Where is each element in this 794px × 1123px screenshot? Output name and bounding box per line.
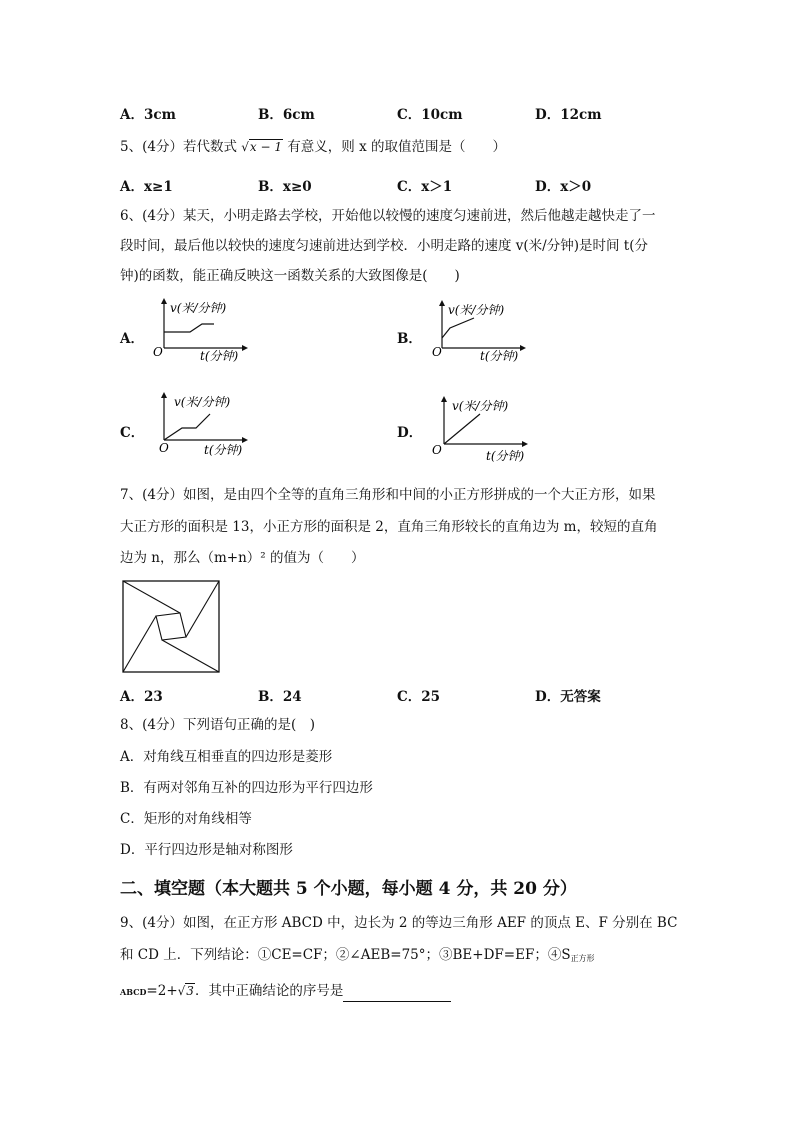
q4-option-a[interactable]: A．3cm: [120, 107, 176, 123]
graph-d-origin: O: [432, 443, 442, 457]
graph-a-y-label: v(米/分钟): [170, 301, 227, 315]
q5-option-d[interactable]: D．x＞0: [535, 179, 592, 195]
graph-b-y-label: v(米/分钟): [448, 303, 505, 317]
q6-option-d[interactable]: D．: [397, 425, 423, 441]
q9-radicand: 3: [186, 984, 194, 998]
graph-a-origin: O: [153, 345, 163, 359]
q9-line-3-a: =2+: [146, 983, 178, 999]
q8-option-b[interactable]: B．有两对邻角互补的四边形为平行四边形: [120, 780, 373, 796]
q8-stem: 8、(4分）下列语句正确的是( ): [120, 717, 315, 733]
graph-d-y-label: v(米/分钟): [452, 399, 509, 413]
q7-option-d[interactable]: D．无答案: [535, 689, 601, 705]
q6-option-b[interactable]: B．: [397, 331, 422, 347]
graph-d: [430, 394, 530, 466]
graph-c-y-label: v(米/分钟): [174, 395, 231, 409]
q5-radicand: x − 1: [249, 140, 282, 154]
sqrt-expression: √x − 1: [241, 140, 282, 154]
graph-b: [428, 298, 528, 368]
q9-sqrt: √3: [177, 984, 194, 998]
q5-option-c[interactable]: C．x＞1: [397, 179, 453, 195]
q9-line-2-text: 和 CD 上．下列结论：①CE=CF；②∠AEB=75°；③BE+DF=EF；④S: [120, 947, 571, 963]
graph-c-origin: O: [159, 441, 169, 455]
q7-line-3: 边为 n，那么（m+n）² 的值为（ ）: [120, 550, 365, 566]
q9-line-1: 9、(4分）如图，在正方形 ABCD 中，边长为 2 的等边三角形 AEF 的顶点 E、F 分别在 BC: [120, 915, 678, 931]
graph-c-x-label: t(分钟): [204, 443, 243, 457]
q5-option-b[interactable]: B．x≥0: [258, 179, 312, 195]
q7-line-2: 大正方形的面积是 13，小正方形的面积是 2，直角三角形较长的直角边为 m，较短的直角: [120, 519, 658, 535]
q9-line-3-b: ．其中正确结论的序号是: [194, 983, 344, 999]
q4-option-d[interactable]: D．12cm: [535, 107, 602, 123]
graph-a-x-label: t(分钟): [200, 349, 239, 363]
q4-option-c[interactable]: C．10cm: [397, 107, 463, 123]
q6-line-1: 6、(4分）某天，小明走路去学校，开始他以较慢的速度匀速前进，然后他越走越快走了一: [120, 208, 656, 224]
q5-option-a[interactable]: A．x≥1: [120, 179, 173, 195]
q9-subscript-square: 正方形: [570, 954, 595, 963]
q9-line-2: [120, 945, 595, 969]
pinwheel-square-figure: [122, 580, 220, 673]
graph-d-x-label: t(分钟): [486, 449, 525, 463]
q8-option-c[interactable]: C．矩形的对角线相等: [120, 811, 252, 827]
graph-c: [150, 390, 250, 462]
graph-b-x-label: t(分钟): [480, 349, 519, 363]
q9-line-3: [120, 981, 451, 1002]
q7-option-b[interactable]: B．24: [258, 689, 302, 705]
graph-a: [150, 296, 250, 368]
q6-option-a[interactable]: A．: [120, 331, 144, 347]
q4-option-b[interactable]: B．6cm: [258, 107, 315, 123]
q5-prefix: 5、(4分）若代数式: [120, 139, 237, 155]
q7-line-1: 7、(4分）如图，是由四个全等的直角三角形和中间的小正方形拼成的一个大正方形，如果: [120, 487, 656, 503]
q5-suffix: 有意义，则 x 的取值范围是（ ）: [287, 139, 506, 155]
q9-answer-blank[interactable]: [343, 987, 451, 1002]
q5-stem: [120, 137, 506, 157]
q9-subscript-abcd: ABCD: [120, 987, 147, 997]
q8-option-d[interactable]: D．平行四边形是轴对称图形: [120, 842, 293, 858]
q7-option-c[interactable]: C．25: [397, 689, 441, 705]
q6-option-c[interactable]: C．: [120, 425, 145, 441]
q8-option-a[interactable]: A．对角线互相垂直的四边形是菱形: [120, 749, 333, 765]
q6-line-3: 钟)的函数，能正确反映这一函数关系的大致图像是( ): [120, 268, 460, 284]
graph-b-origin: O: [432, 345, 442, 359]
section-title-fill-in: 二、填空题（本大题共 5 个小题，每小题 4 分，共 20 分）: [120, 879, 577, 899]
q7-option-a[interactable]: A．23: [120, 689, 163, 705]
q6-line-2: 段时间，最后他以较快的速度匀速前进达到学校．小明走路的速度 v(米/分钟)是时间 t(分: [120, 238, 648, 254]
